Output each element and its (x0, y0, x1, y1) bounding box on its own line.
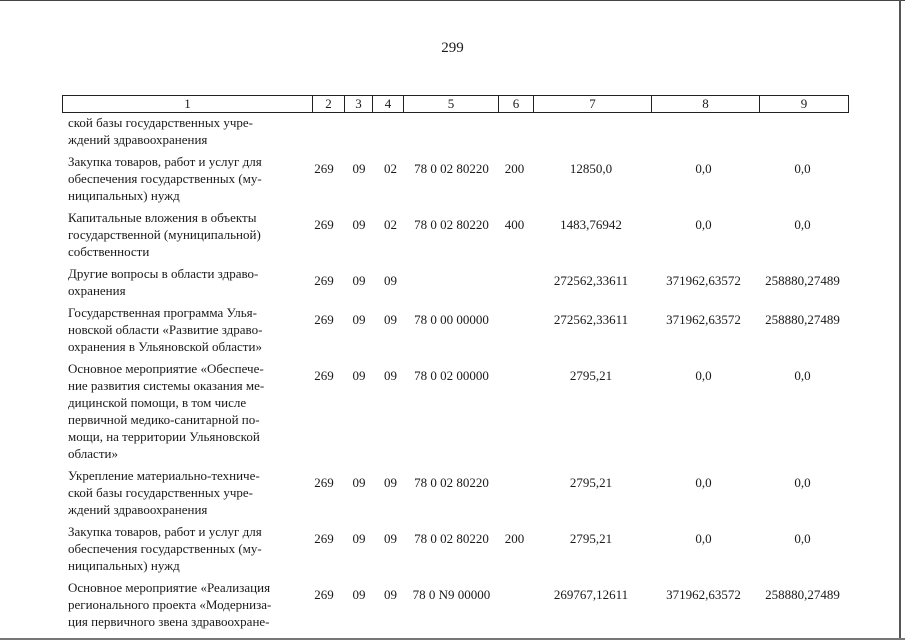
row-name-line: Закупка товаров, работ и услуг для (68, 154, 262, 169)
row-cell-7: 272562,33611 (553, 312, 629, 327)
row-cell-9: 258880,27489 (765, 273, 840, 288)
row-cell-4: 09 (384, 531, 397, 546)
row-cell-6 (497, 367, 532, 462)
row-cell-5: 78 0 02 80220 (414, 161, 489, 176)
row-cell-9: 258880,27489 (765, 587, 840, 602)
row-name-line: Основное мероприятие «Реализация (68, 580, 271, 595)
table-row (62, 114, 848, 148)
row-cell-3: 09 (352, 531, 366, 546)
row-cell-7: 2795,21 (569, 475, 613, 490)
row-cell-9 (757, 114, 848, 148)
row-cell-3: 09 (352, 587, 366, 602)
row-name (62, 360, 305, 462)
row-cell-9: 0,0 (794, 161, 811, 176)
row-cell-6: 200 (504, 531, 525, 546)
row-name-line: государственной (муниципальной) (68, 227, 261, 242)
header-col-4: 4 (372, 95, 403, 113)
row-cell-2: 269 (314, 217, 334, 232)
header-col-1: 1 (62, 95, 312, 113)
row-cell-4: 09 (384, 475, 397, 490)
row-name-line: ждений здравоохранения (68, 132, 208, 147)
table-row (62, 304, 848, 355)
table-header (62, 95, 849, 113)
row-cell-9: 0,0 (794, 368, 811, 383)
row-name-line: новской области «Развитие здраво- (68, 322, 263, 337)
row-cell-8: 371962,63572 (666, 273, 741, 288)
row-name (62, 153, 305, 204)
row-cell-8: 371962,63572 (666, 587, 741, 602)
row-cell-9: 0,0 (794, 217, 811, 232)
row-cell-2: 269 (314, 587, 334, 602)
table-row (62, 360, 848, 462)
row-cell-6 (497, 586, 532, 630)
row-cell-9: 0,0 (794, 531, 811, 546)
row-name-line: Закупка товаров, работ и услуг для (68, 524, 262, 539)
header-col-3: 3 (344, 95, 372, 113)
row-name-line: мощи, на территории Ульяновской (68, 429, 260, 444)
table-row (62, 265, 848, 299)
row-cell-6: 200 (504, 161, 525, 176)
row-name (62, 523, 305, 574)
page-number: 299 (441, 40, 464, 56)
row-cell-2: 269 (314, 368, 334, 383)
row-cell-4 (375, 114, 406, 148)
page-border-right (899, 0, 901, 640)
row-name (62, 209, 305, 260)
row-cell-8: 0,0 (695, 368, 712, 383)
row-name-line: дицинской помощи, в том числе (68, 395, 247, 410)
row-cell-3 (343, 114, 375, 148)
row-cell-7: 2795,21 (569, 531, 613, 546)
row-name-line: охранения (68, 283, 126, 298)
row-name (62, 304, 305, 355)
row-cell-6 (497, 311, 532, 355)
table-row (62, 153, 848, 204)
row-cell-8: 0,0 (695, 475, 712, 490)
row-cell-5 (406, 114, 497, 148)
row-cell-3: 09 (352, 217, 366, 232)
row-cell-3: 09 (352, 475, 366, 490)
row-name-line: ние развития системы оказания ме- (68, 378, 265, 393)
row-cell-7: 2795,21 (569, 368, 613, 383)
row-name-line: ниципальных) нужд (68, 558, 180, 573)
row-cell-7: 272562,33611 (553, 273, 629, 288)
row-name-line: обеспечения государственных (му- (68, 541, 262, 556)
row-cell-2: 269 (314, 312, 334, 327)
row-name-line: охранения в Ульяновской области» (68, 339, 262, 354)
row-name-line: ниципальных) нужд (68, 188, 180, 203)
header-col-5: 5 (403, 95, 498, 113)
row-cell-9: 0,0 (794, 475, 811, 490)
header-col-2: 2 (312, 95, 344, 113)
row-cell-7: 12850,0 (569, 161, 613, 176)
row-cell-4: 02 (384, 217, 397, 232)
table-body (62, 114, 848, 630)
row-cell-5: 78 0 N9 00000 (412, 587, 491, 602)
header-col-8: 8 (651, 95, 759, 113)
row-cell-7: 269767,12611 (553, 587, 629, 602)
row-cell-4: 09 (384, 368, 397, 383)
row-name-line: Государственная программа Улья- (68, 305, 257, 320)
row-name (62, 467, 305, 518)
row-cell-3: 09 (352, 368, 366, 383)
table-row (62, 579, 848, 630)
row-cell-6 (497, 272, 532, 299)
row-name-line: собственности (68, 244, 150, 259)
row-cell-4: 09 (384, 273, 397, 288)
table-row (62, 209, 848, 260)
row-cell-5: 78 0 02 80220 (414, 531, 489, 546)
row-cell-5: 78 0 02 80220 (414, 217, 489, 232)
row-name-line: обеспечения государственных (му- (68, 171, 262, 186)
row-name (62, 265, 305, 299)
table-row (62, 523, 848, 574)
row-name-line: Капитальные вложения в объекты (68, 210, 257, 225)
header-col-6: 6 (498, 95, 533, 113)
row-cell-6: 400 (504, 217, 525, 232)
row-cell-8: 0,0 (695, 531, 712, 546)
row-cell-6 (497, 114, 532, 148)
row-cell-8 (650, 114, 757, 148)
row-cell-4: 02 (384, 161, 397, 176)
row-cell-3: 09 (352, 161, 366, 176)
row-name-line: Другие вопросы в области здраво- (68, 266, 259, 281)
header-col-7: 7 (533, 95, 651, 113)
row-name-line: регионального проекта «Модерниза- (68, 597, 272, 612)
row-cell-2: 269 (314, 161, 334, 176)
row-cell-2: 269 (314, 475, 334, 490)
row-name-line: ской базы государственных учре- (68, 115, 253, 130)
row-cell-2 (305, 114, 343, 148)
table-row (62, 467, 848, 518)
row-cell-8: 371962,63572 (666, 312, 741, 327)
row-name-line: ждений здравоохранения (68, 502, 208, 517)
row-name-line: ской базы государственных учре- (68, 485, 253, 500)
row-name (62, 579, 305, 630)
row-name-line: Основное мероприятие «Обеспече- (68, 361, 264, 376)
page-border-top (0, 0, 905, 1)
row-name-line: Укрепление материально-техниче- (68, 468, 260, 483)
row-cell-8: 0,0 (695, 217, 712, 232)
row-cell-2: 269 (314, 531, 334, 546)
row-cell-6 (497, 474, 532, 518)
row-cell-7: 1483,76942 (560, 217, 622, 232)
row-cell-4: 09 (384, 312, 397, 327)
row-cell-5: 78 0 02 00000 (414, 368, 489, 383)
row-cell-8: 0,0 (695, 161, 712, 176)
row-name-line: первичной медико-санитарной по- (68, 412, 260, 427)
row-cell-5: 78 0 00 00000 (414, 312, 489, 327)
row-cell-3: 09 (352, 273, 366, 288)
row-cell-4: 09 (384, 587, 397, 602)
row-cell-5 (406, 272, 497, 299)
row-cell-3: 09 (352, 312, 366, 327)
header-col-9: 9 (759, 95, 849, 113)
row-name-line: области» (68, 446, 118, 461)
row-name-line: ция первичного звена здравоохране- (68, 614, 270, 629)
row-cell-9: 258880,27489 (765, 312, 840, 327)
row-cell-2: 269 (314, 273, 334, 288)
row-cell-5: 78 0 02 80220 (414, 475, 489, 490)
row-cell-7 (532, 114, 650, 148)
row-name (62, 114, 305, 148)
